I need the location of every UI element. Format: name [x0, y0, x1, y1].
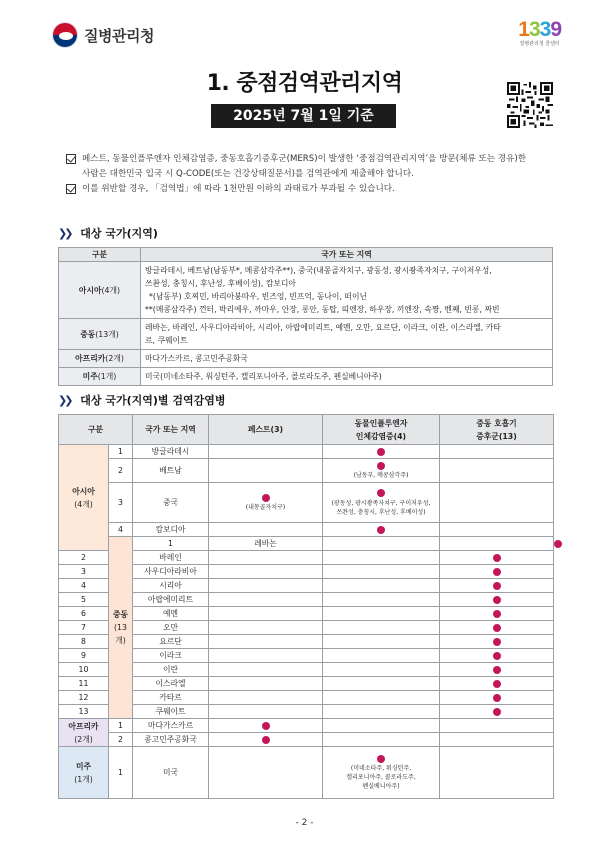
plague-cell	[209, 733, 323, 747]
avian-cell	[323, 445, 440, 459]
mers-cell	[440, 677, 554, 691]
notice-item	[66, 167, 566, 182]
marker-dot-icon	[493, 638, 501, 646]
row-number: 1	[109, 747, 133, 799]
mers-cell	[440, 607, 554, 621]
category-cell: 아시아(4개)	[59, 262, 141, 319]
row-number: 2	[109, 733, 133, 747]
mers-cell	[440, 733, 554, 747]
mers-cell	[440, 565, 554, 579]
country-cell: 카타르	[133, 691, 209, 705]
row-number: 1	[133, 537, 209, 551]
table-row	[59, 565, 554, 579]
category-cell: 미주(1개)	[59, 368, 141, 386]
page-number: - 2 -	[295, 818, 314, 828]
avian-cell	[323, 677, 440, 691]
row-number: 1	[109, 719, 133, 733]
table-row	[59, 677, 554, 691]
avian-cell	[323, 733, 440, 747]
notice-text-3: 이를 위반할 경우, 「검역법」에 따라 1천만원 이하의 과태료가 부과될 수 있습니다.	[82, 184, 395, 194]
mers-cell	[440, 621, 554, 635]
plague-cell	[209, 663, 323, 677]
country-cell: 쿠웨이트	[133, 705, 209, 719]
avian-cell	[323, 621, 440, 635]
target-countries-table	[58, 247, 553, 386]
table-row	[59, 445, 554, 459]
plague-cell	[209, 691, 323, 705]
avian-cell	[323, 579, 440, 593]
row-number: 2	[59, 551, 109, 565]
column-header-category: 구분	[59, 415, 133, 445]
countries-cell: 미국(미네소타주, 워싱턴주, 캘리포니아주, 콜로라도주, 펜실베니아주)	[141, 368, 553, 386]
table-row	[59, 593, 554, 607]
plague-cell	[209, 747, 323, 799]
marker-dot-icon	[493, 680, 501, 688]
mers-cell	[440, 691, 554, 705]
table-row	[59, 621, 554, 635]
marker-dot-icon	[377, 489, 385, 497]
marker-dot-icon	[493, 596, 501, 604]
mers-cell	[440, 483, 554, 523]
table-header-row	[59, 248, 553, 262]
row-number: 4	[109, 523, 133, 537]
column-header-countries: 국가 또는 지역	[141, 248, 553, 262]
marker-dot-icon	[262, 722, 270, 730]
avian-cell	[323, 607, 440, 621]
avian-cell	[323, 593, 440, 607]
marker-dot-icon	[377, 526, 385, 534]
country-cell: 방글라데시	[133, 445, 209, 459]
plague-cell	[209, 593, 323, 607]
plague-cell	[209, 523, 323, 537]
countries-cell: 방글라데시, 베트남(남동부*, 메콩삼각주**), 중국(내몽골자치구, 광동성, 광시좡족자치구, 구이저우성, 쓰촨성, 충칭시, 후난성, 후베이성), 캄보디아 *(남동부) 호찌민, 바리아붕따우, 빈즈엉, 빈프억, 동나이, 떠이닌 **(메콩삼각주) 껀터, 박리에우, 까마우, 안장, 롱안, 동탑, 띠엔장, 하우장, 끼엔장, 속짱, 벤째, 빈롱, 짜빈	[141, 262, 553, 319]
marker-dot-icon	[493, 666, 501, 674]
country-cell: 레바논	[209, 537, 323, 551]
mers-cell	[440, 593, 554, 607]
column-header-mers: 중동 호흡기 증후군(13)	[440, 415, 554, 445]
region-cell-middle-east: 중동 (13개)	[109, 537, 133, 719]
column-header-category: 구분	[59, 248, 141, 262]
row-number: 4	[59, 579, 109, 593]
table-row	[59, 635, 554, 649]
plague-cell	[209, 459, 323, 483]
countries-cell: 레바논, 바레인, 사우디아라비아, 시리아, 아랍에미리트, 예멘, 오만, 요르단, 이라크, 이란, 이스라엘, 카타 르, 쿠웨이트	[141, 319, 553, 350]
column-header-plague: 페스트(3)	[209, 415, 323, 445]
table-header-row	[59, 415, 554, 445]
table-row	[59, 719, 554, 733]
hotline-number: 1339	[518, 18, 561, 41]
marker-dot-icon	[493, 582, 501, 590]
hotline-logo	[518, 18, 561, 47]
marker-dot-icon	[493, 568, 501, 576]
table-row	[59, 747, 554, 799]
row-number: 5	[59, 593, 109, 607]
row-number: 9	[59, 649, 109, 663]
mers-cell	[440, 551, 554, 565]
notice-item	[66, 152, 566, 167]
countries-cell: 마다가스카르, 콩고민주공화국	[141, 350, 553, 368]
plague-cell	[209, 565, 323, 579]
mers-cell	[440, 445, 554, 459]
table-row	[59, 483, 554, 523]
avian-cell	[323, 691, 440, 705]
marker-dot-icon	[493, 610, 501, 618]
notice-item	[66, 182, 566, 197]
row-number: 7	[59, 621, 109, 635]
country-cell: 마다가스카르	[133, 719, 209, 733]
marker-dot-icon	[493, 694, 501, 702]
mers-cell	[440, 459, 554, 483]
country-cell: 사우디아라비아	[133, 565, 209, 579]
kdca-logo	[52, 22, 154, 48]
avian-cell: (남동부, 메콩삼각주)	[323, 459, 440, 483]
table-row	[59, 523, 554, 537]
plague-cell	[209, 621, 323, 635]
hotline-caption: 질병관리청 콜센터	[519, 41, 560, 47]
reference-date-band: 2025년 7월 1일 기준	[211, 104, 396, 128]
category-cell: 아프리카(2개)	[59, 350, 141, 368]
plague-cell	[209, 649, 323, 663]
mers-cell	[440, 663, 554, 677]
column-header-avian-influenza: 동물인플루엔자 인체감염증(4)	[323, 415, 440, 445]
region-cell-africa: 아프리카 (2개)	[59, 719, 109, 747]
country-cell: 바레인	[133, 551, 209, 565]
notice-text-2: 사람은 대한민국 입국 시 Q-CODE(또는 건강상태질문서)를 검역관에게 제출해야 합니다.	[82, 169, 414, 179]
agency-name: 질병관리청	[84, 26, 154, 45]
table-row	[59, 551, 554, 565]
table-row	[59, 733, 554, 747]
plague-cell	[209, 635, 323, 649]
marker-dot-icon	[493, 554, 501, 562]
marker-dot-icon	[377, 448, 385, 456]
mers-cell	[440, 705, 554, 719]
table-row	[59, 705, 554, 719]
section-heading-target-countries	[58, 225, 158, 241]
marker-dot-icon	[377, 755, 385, 763]
table-row	[59, 368, 553, 386]
row-number: 2	[109, 459, 133, 483]
country-cell: 중국	[133, 483, 209, 523]
plague-cell	[209, 579, 323, 593]
plague-cell	[209, 551, 323, 565]
country-cell: 콩고민주공화국	[133, 733, 209, 747]
avian-cell	[323, 719, 440, 733]
avian-cell: (광동성, 광시좡족자치구, 구이저우성, 쓰촨성, 충칭시, 후난성, 후베이성)	[323, 483, 440, 523]
plague-cell: (내몽골자치구)	[209, 483, 323, 523]
table-row	[59, 319, 553, 350]
country-cell: 오만	[133, 621, 209, 635]
country-cell: 예멘	[133, 607, 209, 621]
notice-text-1: 페스트, 동물인플루엔자 인체감염증, 중동호흡기증후군(MERS)이 발생한 ‘중점검역관리지역’을 방문(체류 또는 경유)한	[82, 154, 527, 164]
mers-cell	[440, 523, 554, 537]
page-header	[52, 18, 561, 54]
country-cell: 캄보디아	[133, 523, 209, 537]
country-cell: 이스라엘	[133, 677, 209, 691]
avian-cell	[440, 537, 554, 551]
avian-cell	[323, 663, 440, 677]
table-row	[59, 459, 554, 483]
avian-cell	[323, 523, 440, 537]
mers-cell	[440, 649, 554, 663]
plague-cell	[209, 607, 323, 621]
row-number: 1	[109, 445, 133, 459]
page-title: 1. 중점검역관리지역	[206, 71, 403, 96]
table-row	[59, 663, 554, 677]
country-cell: 이라크	[133, 649, 209, 663]
checkbox-icon	[66, 184, 76, 194]
table-row	[59, 262, 553, 319]
row-number: 3	[109, 483, 133, 523]
table-row	[59, 350, 553, 368]
qr-code-icon[interactable]	[507, 82, 553, 128]
marker-dot-icon	[377, 462, 385, 470]
checkbox-icon	[66, 154, 76, 164]
country-cell: 요르단	[133, 635, 209, 649]
table-row	[59, 691, 554, 705]
government-emblem-icon	[52, 22, 78, 48]
diseases-by-country-table	[58, 414, 554, 799]
avian-cell	[323, 565, 440, 579]
marker-dot-icon	[554, 540, 562, 548]
chevron-double-right-icon: ❯❯	[58, 227, 71, 240]
row-number: 13	[59, 705, 109, 719]
row-number: 8	[59, 635, 109, 649]
mers-cell	[440, 579, 554, 593]
chevron-double-right-icon: ❯❯	[58, 394, 71, 407]
mers-cell	[440, 635, 554, 649]
marker-dot-icon	[493, 708, 501, 716]
marker-dot-icon	[493, 624, 501, 632]
marker-dot-icon	[262, 736, 270, 744]
plague-cell	[209, 445, 323, 459]
table-row	[59, 537, 554, 551]
country-cell: 베트남	[133, 459, 209, 483]
column-header-country: 국가 또는 지역	[133, 415, 209, 445]
mers-cell	[440, 719, 554, 733]
notice-box	[66, 152, 566, 197]
row-number: 6	[59, 607, 109, 621]
row-number: 3	[59, 565, 109, 579]
section-heading-diseases	[58, 392, 226, 408]
table-row	[59, 607, 554, 621]
plague-cell	[209, 677, 323, 691]
plague-cell	[209, 705, 323, 719]
category-cell: 중동(13개)	[59, 319, 141, 350]
row-number: 12	[59, 691, 109, 705]
avian-cell	[323, 551, 440, 565]
avian-cell	[323, 649, 440, 663]
country-cell: 아랍에미리트	[133, 593, 209, 607]
plague-cell	[323, 537, 440, 551]
table-row	[59, 579, 554, 593]
avian-cell: (미네소타주, 워싱턴주, 캘리포니아주, 콜로라도주, 펜실베니아주)	[323, 747, 440, 799]
marker-dot-icon	[493, 652, 501, 660]
section-heading-text: 대상 국가(지역)별 검역감염병	[80, 394, 226, 407]
section-heading-text: 대상 국가(지역)	[80, 227, 158, 240]
country-cell: 시리아	[133, 579, 209, 593]
avian-cell	[323, 705, 440, 719]
plague-cell	[209, 719, 323, 733]
row-number: 10	[59, 663, 109, 677]
marker-dot-icon	[262, 494, 270, 502]
country-cell: 이란	[133, 663, 209, 677]
region-cell-asia: 아시아 (4개)	[59, 445, 109, 551]
row-number: 11	[59, 677, 109, 691]
table-row	[59, 649, 554, 663]
region-cell-americas: 미주 (1개)	[59, 747, 109, 799]
country-cell: 미국	[133, 747, 209, 799]
avian-cell	[323, 635, 440, 649]
mers-cell	[440, 747, 554, 799]
